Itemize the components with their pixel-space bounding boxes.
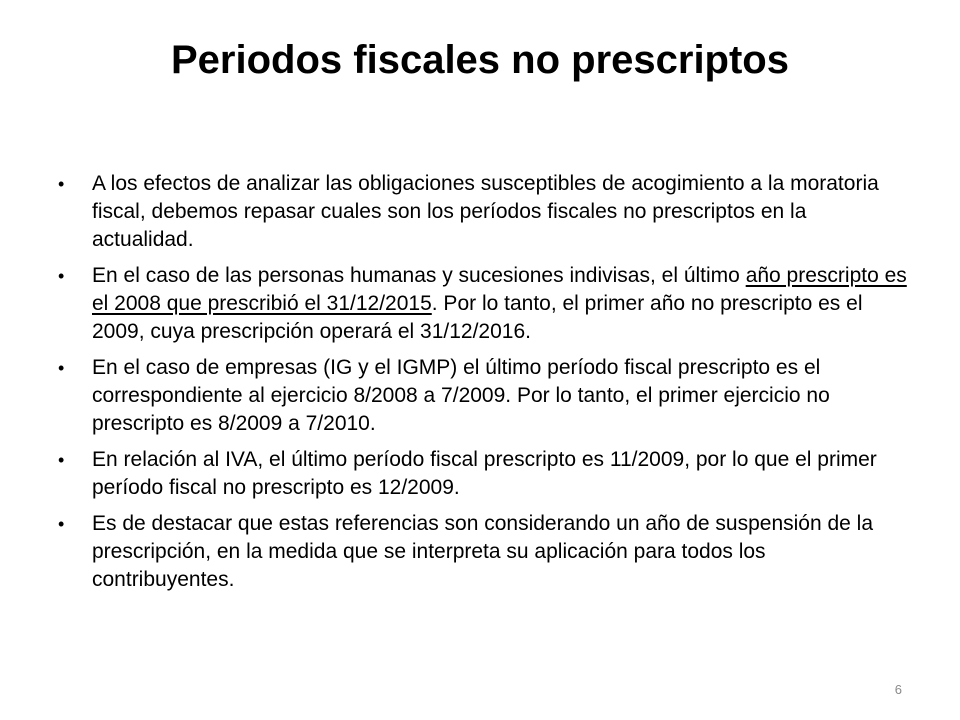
bullet-text-3: En el caso de empresas (IG y el IGMP) el último período fiscal prescripto es el correspondiente al ejercicio 8/2008 a 7/2009. Por lo tanto, el primer ejercicio no prescripto es 8/2009 a 7/2010. (92, 356, 830, 435)
bullet-text-2-end: . Por lo tanto, el primer año no prescripto es el 2009, cuya prescripción operará el 31/12/2016. (92, 292, 863, 343)
bullet-icon: • (58, 174, 65, 194)
bullet-icon: • (58, 266, 65, 286)
bullet-item-4 (58, 446, 908, 502)
bullet-list (58, 170, 908, 602)
bullet-icon: • (58, 450, 65, 470)
bullet-text-2-start: En el caso de las personas humanas y sucesiones indivisas, el último (92, 264, 746, 287)
bullet-icon: • (58, 358, 65, 378)
bullet-icon: • (58, 514, 65, 534)
bullet-text-2-underlined: año prescripto es el 2008 que prescribió el 31/12/2015 (92, 264, 907, 315)
bullet-item-2 (58, 262, 908, 346)
bullet-item-5 (58, 510, 908, 594)
bullet-item-1 (58, 170, 908, 254)
bullet-item-3 (58, 354, 908, 438)
bullet-text-4: En relación al IVA, el último período fiscal prescripto es 11/2009, por lo que el primer período fiscal no prescripto es 12/2009. (92, 448, 877, 499)
bullet-text-1: A los efectos de analizar las obligaciones susceptibles de acogimiento a la moratoria fiscal, debemos repasar cuales son los períodos fiscales no prescriptos en la actualidad. (92, 172, 879, 251)
bullet-text-5: Es de destacar que estas referencias son considerando un año de suspensión de la prescripción, en la medida que se interpreta su aplicación para todos los contribuyentes. (92, 512, 874, 591)
slide-title: Periodos fiscales no prescriptos (171, 38, 789, 82)
page-number: 6 (894, 682, 902, 697)
